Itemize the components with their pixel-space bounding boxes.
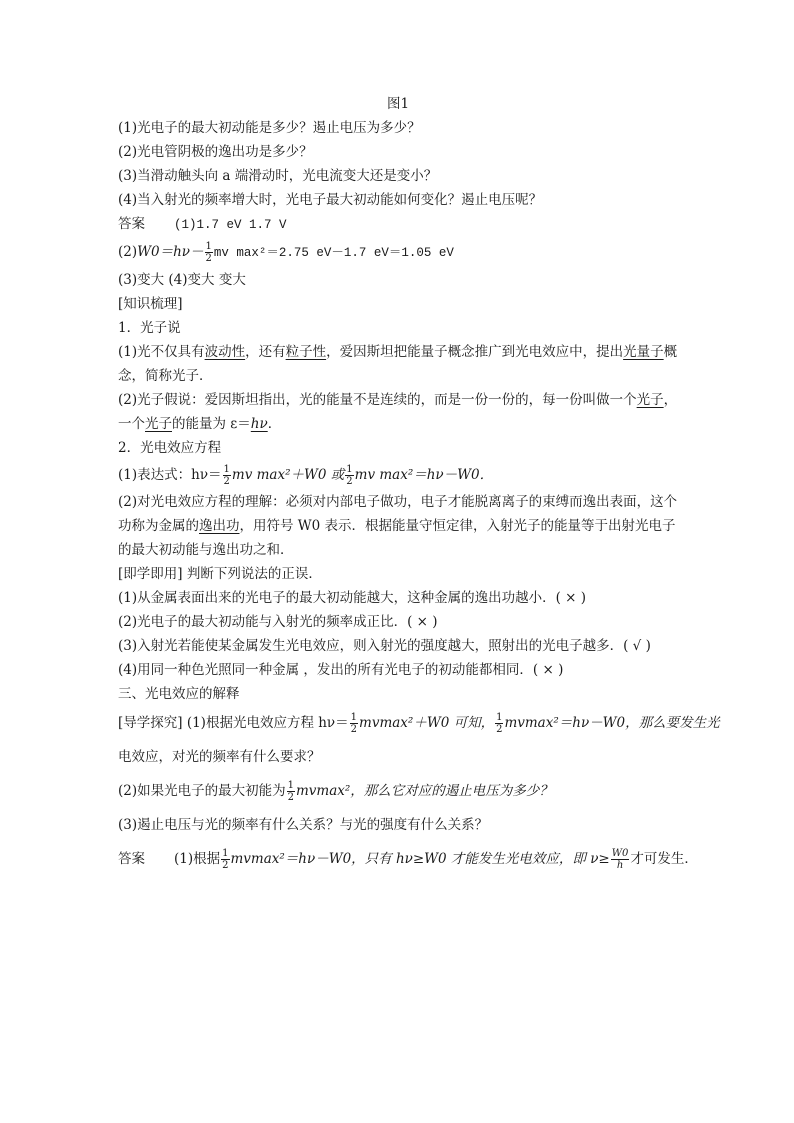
text: mv max²＋W0 或 (231, 467, 345, 483)
document-page (118, 92, 720, 876)
text: (1)光不仅具有 (118, 344, 205, 360)
blank-answer: 波动性 (204, 344, 246, 360)
fraction-w0-over-h (611, 848, 630, 871)
answer-2-rest: mv max²＝2.75 eV－1.7 eV＝1.05 eV (213, 246, 454, 260)
text: (2)如果光电子的最大初能为 (118, 783, 286, 799)
fraction-half (205, 241, 213, 264)
blank-answer: 光量子 (623, 344, 664, 360)
frac-den: 2 (222, 860, 229, 871)
section-3-answer (118, 842, 698, 876)
fraction-half (345, 464, 353, 487)
text: ，还有 (245, 344, 286, 360)
question-3: (3)当滑动触头向 a 端滑动时，光电流变大还是变小？ (118, 168, 438, 184)
question-2: (2)光电管阴极的逸出功是多少？ (118, 144, 313, 160)
blank-answer: 光子 (636, 392, 664, 408)
frac-num: 1 (287, 780, 294, 791)
text: ，爱因斯坦把能量子概念推广到光电效应中，提出 (326, 344, 624, 360)
section-3-q2 (118, 774, 678, 808)
knowledge-heading: [知识梳理] (118, 296, 183, 312)
text: ． (267, 416, 282, 432)
frac-den: 2 (223, 476, 230, 487)
text: 的能量为 ε＝ (172, 416, 251, 432)
section-2-title: 2．光电效应方程 (118, 440, 222, 456)
text: mvmax²＋W0 可知， (359, 715, 495, 731)
section-3-q1 (118, 706, 720, 740)
text: mvmax²＝hν－W0，那么要发生光 (504, 715, 720, 731)
answer-line-1 (118, 212, 678, 237)
text: (1)表达式：hν＝ (118, 467, 222, 483)
practice-item-4: (4)用同一种色光照同一种金属 ，发出的所有光电子的初动能都相同．( × ) (118, 662, 564, 678)
text: (2)对光电效应方程的理解：必须对内部电子做功，电子才能脱离离子的束缚而逸出表面，这个功称为金属的 (118, 494, 678, 534)
answer-2-prefix: (2) (118, 244, 138, 260)
text: ，用符号 W0 表示．根据能量守恒定律，入射光子的能量等于出射光电子的最大初动能与逸出功之和． (118, 518, 676, 558)
fraction-half (350, 712, 358, 735)
answer-line-2 (118, 237, 678, 268)
section-3-title: 三、光电效应的解释 (118, 686, 240, 702)
fraction-half (495, 712, 503, 735)
frac-num: 1 (496, 712, 503, 723)
blank-answer: 粒子性 (285, 344, 327, 360)
fraction-half (287, 780, 295, 803)
answer-value-1: (1)1.7 eV 1.7 V (174, 218, 287, 232)
practice-item-1: (1)从金属表面出来的光电子的最大初动能越大，这种金属的逸出功越小．( × ) (118, 590, 587, 606)
section-2-para-1 (118, 460, 678, 490)
blank-answer: hν (250, 416, 268, 432)
fraction-half (221, 848, 229, 871)
frac-den: 2 (496, 724, 503, 735)
frac-num: W0 (611, 848, 629, 859)
section-3-q3: (3)遏止电压与光的频率有什么关系？与光的强度有什么关系？ (118, 817, 489, 833)
text: ，一个 (118, 392, 678, 432)
practice-item-3: (3)入射光若能使某金属发生光电效应，则入射光的强度越大，照射出的光电子越多．( √ ) (118, 638, 651, 654)
blank-answer: 逸出功 (199, 518, 240, 534)
frac-den: 2 (287, 792, 294, 803)
frac-num: 1 (350, 712, 358, 723)
frac-num: 1 (222, 848, 229, 859)
blank-answer: 光子 (145, 416, 172, 432)
frac-den: 2 (350, 724, 358, 735)
text: mv max²＝hν－W0． (354, 467, 494, 483)
text: mvmax²，那么它对应的遏止电压为多少？ (296, 783, 553, 799)
text: 才可发生． (630, 851, 698, 867)
text: mvmax²＝hν－W0，只有 hν≥W0 才能发生光电效应，即 ν≥ (230, 851, 610, 867)
text: 概念，简称光子． (118, 344, 678, 384)
fraction-half (223, 464, 231, 487)
figure-caption: 图1 (386, 96, 410, 112)
section-3-q1-cont: 电效应，对光的频率有什么要求？ (118, 749, 321, 765)
section-2-para-2 (118, 490, 678, 562)
section-1-title: 1．光子说 (118, 320, 181, 336)
text: (1)根据 (174, 851, 221, 867)
practice-item-2: (2)光电子的最大初动能与入射光的频率成正比．( × ) (118, 614, 438, 630)
question-4: (4)当入射光的频率增大时，光电子最大初动能如何变化？遏止电压呢？ (118, 192, 543, 208)
frac-num: 1 (223, 464, 230, 475)
answer-label: 答案 (118, 851, 145, 867)
frac-num: 1 (346, 464, 353, 475)
text: (2)光子假说：爱因斯坦指出，光的能量不是连续的，而是一份一份的，每一份叫做一个 (118, 392, 637, 408)
text: [导学探究] (1)根据光电效应方程 hν＝ (118, 715, 349, 731)
frac-num: 1 (205, 241, 212, 252)
answer-label: 答案 (118, 216, 145, 232)
section-1-para-2 (118, 388, 678, 436)
question-1: (1)光电子的最大初动能是多少？遏止电压为多少？ (118, 120, 421, 136)
answer-2-w0: W0＝hν－ (137, 244, 204, 260)
frac-den: h (616, 860, 624, 871)
practice-heading: [即学即用] 判断下列说法的正误． (118, 566, 322, 582)
frac-den: 2 (205, 253, 212, 264)
section-1-para-1 (118, 340, 678, 388)
frac-den: 2 (346, 476, 353, 487)
answer-line-3: (3)变大 (4)变大 变大 (118, 272, 246, 288)
